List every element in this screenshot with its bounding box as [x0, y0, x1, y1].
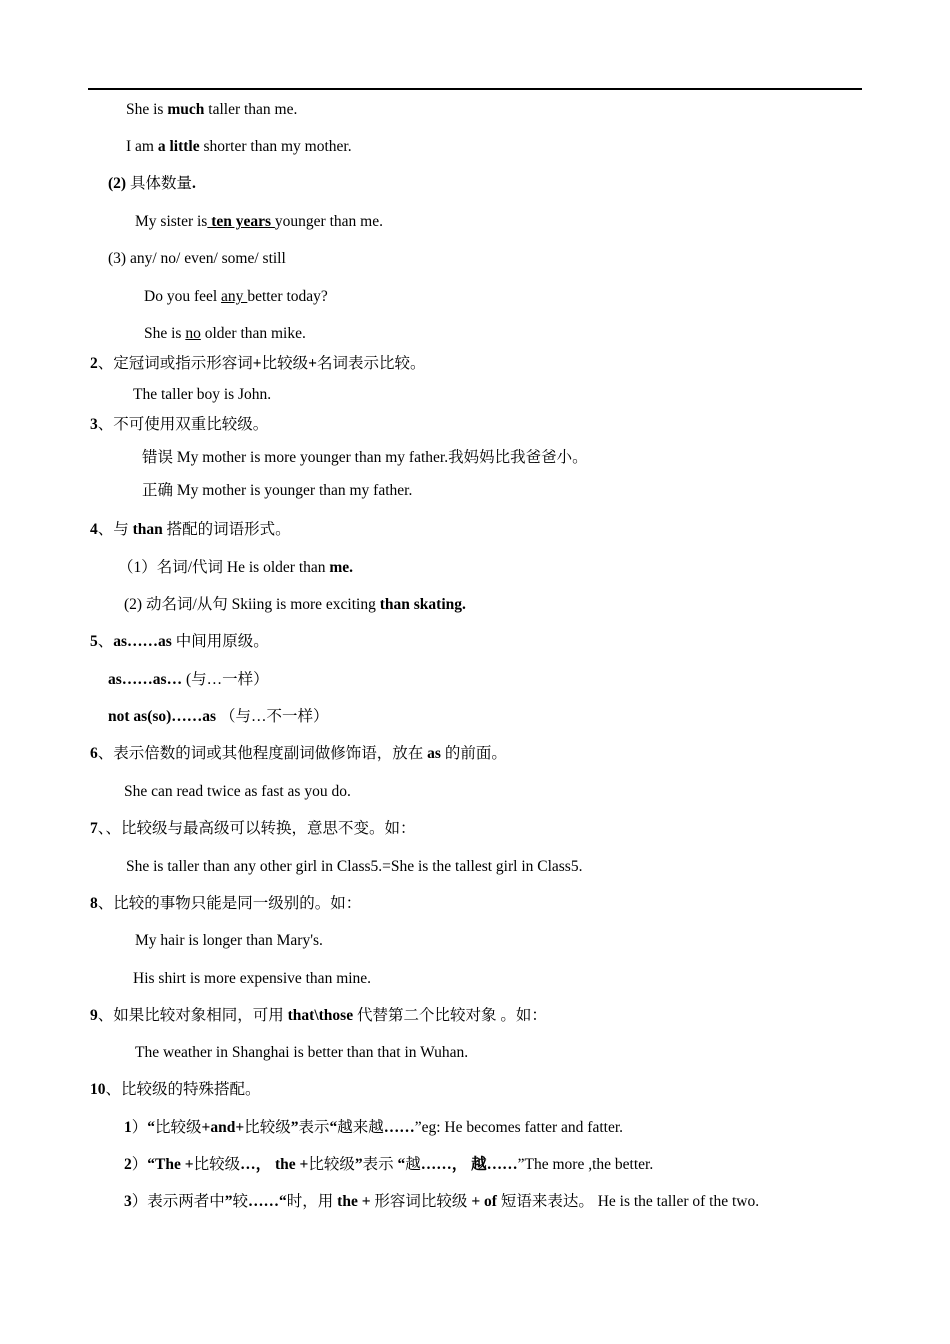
- rule-2-heading: [90, 354, 425, 374]
- text: 越: [405, 1156, 421, 1173]
- bold-text: that\those: [287, 1007, 354, 1024]
- bold-text: than: [132, 521, 163, 538]
- text: 形容词比较级: [370, 1193, 472, 1210]
- text: 、比较的事物只能是同一级别的。如：: [97, 895, 362, 912]
- text: My sister is: [135, 213, 208, 230]
- line-24: [135, 931, 323, 951]
- bold-text: as……as…: [108, 671, 183, 688]
- rule-number: 7: [90, 820, 98, 837]
- text: 比较级: [308, 1156, 355, 1173]
- bold-text: +and+: [201, 1119, 245, 1136]
- rule-number: 10: [90, 1081, 106, 1098]
- bold-text: ……“: [248, 1193, 287, 1210]
- text: 越来越: [337, 1119, 384, 1136]
- text: I am: [126, 138, 158, 155]
- text: (2) 动名词/从句 Skiing is more exciting: [124, 596, 380, 613]
- rule-3-heading: [90, 415, 268, 435]
- bold-text: “The +: [147, 1156, 194, 1173]
- line-18: [108, 707, 328, 727]
- text: 表示: [362, 1156, 398, 1173]
- text: 、、比较级与最高级可以转换，意思不变。如：: [97, 820, 416, 837]
- bold-text: + of: [471, 1193, 497, 1210]
- line-4: [135, 212, 383, 232]
- bold-text: 1: [124, 1119, 132, 1136]
- rule-number: 5: [90, 633, 98, 650]
- rule-number: 4: [90, 521, 98, 538]
- text: older than mike.: [200, 325, 306, 342]
- bold-text: ……， 越: [420, 1156, 487, 1173]
- line-27: [135, 1043, 468, 1063]
- line-11: [142, 448, 588, 468]
- line-25: [133, 969, 371, 989]
- text: 短语来表达。 He is the taller of the two.: [496, 1193, 760, 1210]
- text: (3) any/ no/ even/ some/ still: [108, 250, 286, 267]
- underlined-bold-text: ten years: [207, 213, 275, 230]
- bold-text: ”: [290, 1119, 299, 1136]
- bold-text: +: [252, 355, 262, 372]
- text: 比较级: [244, 1119, 291, 1136]
- text: 中间用原级。: [171, 633, 269, 650]
- text: (与…一样）: [182, 671, 269, 688]
- text: 、表示倍数的词或其他程度副词做修饰语，放在: [97, 745, 428, 762]
- rule-5-heading: [90, 632, 269, 652]
- text: shorter than my mother.: [199, 138, 352, 155]
- line-15: [124, 595, 466, 615]
- bold-text: ……: [383, 1119, 415, 1136]
- text: 正确 My mother is younger than my father.: [142, 482, 413, 499]
- text: 、如果比较对象相同，可用: [97, 1007, 288, 1024]
- subheading-3: [108, 249, 286, 269]
- line-30: [124, 1155, 653, 1175]
- bold-text: “: [147, 1119, 156, 1136]
- line-2: [126, 137, 352, 157]
- rule-number: 6: [90, 745, 98, 762]
- bold-text: ……: [486, 1156, 518, 1173]
- bold-text: +: [308, 355, 317, 372]
- rule-number: 9: [90, 1007, 98, 1024]
- bold-text: 3: [124, 1193, 132, 1210]
- text: 、定冠词或指示形容词: [97, 355, 253, 372]
- text: 较: [232, 1193, 249, 1210]
- bold-text: ”: [354, 1156, 363, 1173]
- text: 名词表示比较。: [316, 355, 426, 372]
- rule-6-heading: [90, 744, 507, 764]
- text: ”eg: He becomes fatter and fatter.: [414, 1119, 624, 1136]
- line-20: [124, 782, 351, 802]
- bold-text: as: [427, 745, 441, 762]
- bold-text: as……as: [113, 633, 172, 650]
- underlined-text: no: [185, 325, 201, 342]
- rule-number: 2: [90, 355, 98, 372]
- underlined-text: any: [221, 288, 248, 305]
- line-12: [142, 481, 412, 501]
- bold-text: …， the +: [240, 1156, 309, 1173]
- text: ）: [131, 1156, 148, 1173]
- text: younger than me.: [274, 213, 383, 230]
- line-9: [133, 385, 271, 405]
- text: 搭配的词语形式。: [162, 521, 291, 538]
- text: She is: [126, 101, 168, 118]
- text: （与…不一样）: [216, 708, 329, 725]
- text: 比较级: [193, 1156, 241, 1173]
- line-1: [126, 100, 297, 120]
- line-29: [124, 1118, 623, 1138]
- bold-text: ”: [224, 1193, 233, 1210]
- text: 比较级: [155, 1119, 202, 1136]
- rule-9-heading: [90, 1006, 547, 1026]
- bold-text: the +: [337, 1193, 371, 1210]
- bold-text: (2): [108, 175, 127, 192]
- subheading-2: [108, 174, 196, 194]
- text: 表示: [298, 1119, 330, 1136]
- text: Do you feel: [144, 288, 222, 305]
- text: better today?: [247, 288, 328, 305]
- line-14: [118, 558, 353, 578]
- text: 具体数量: [126, 175, 192, 192]
- text: My hair is longer than Mary's.: [135, 932, 323, 949]
- text: The weather in Shanghai is better than that in Wuhan.: [135, 1044, 469, 1061]
- bold-text: not as(so)……as: [108, 708, 217, 725]
- rule-number: 8: [90, 895, 98, 912]
- rule-number: 3: [90, 416, 98, 433]
- line-22: [126, 857, 582, 877]
- bold-text: 2: [124, 1156, 132, 1173]
- text: She is taller than any other girl in Class5.=She is the tallest girl in Class5.: [126, 858, 583, 875]
- line-17: [108, 670, 269, 690]
- bold-text: me.: [329, 559, 354, 576]
- bold-text: “: [397, 1156, 406, 1173]
- text: 代替第二个比较对象 。如：: [353, 1007, 547, 1024]
- text: taller than me.: [204, 101, 298, 118]
- text: 比较级: [261, 355, 309, 372]
- rule-4-heading: [90, 520, 291, 540]
- text: 错误 My mother is more younger than my father.我妈妈比我爸爸小。: [142, 449, 588, 466]
- line-7: [144, 324, 306, 344]
- bold-text: than skating.: [379, 596, 466, 613]
- bold-text: much: [167, 101, 205, 118]
- header-rule: [88, 88, 862, 90]
- text: （1）名词/代词 He is older than: [118, 559, 330, 576]
- text: ”The more ,the better.: [517, 1156, 654, 1173]
- text: 时，用: [286, 1193, 338, 1210]
- rule-7-heading: [90, 819, 416, 839]
- text: 、与: [97, 521, 133, 538]
- text: His shirt is more expensive than mine.: [133, 970, 372, 987]
- text: ）: [131, 1119, 148, 1136]
- bold-text: “: [329, 1119, 338, 1136]
- line-6: [144, 287, 328, 307]
- rule-10-heading: [90, 1080, 261, 1100]
- text: 、不可使用双重比较级。: [97, 416, 269, 433]
- text: 、: [97, 633, 114, 650]
- bold-text: a little: [157, 138, 200, 155]
- text: 的前面。: [440, 745, 507, 762]
- text: ）表示两者中: [131, 1193, 225, 1210]
- rule-8-heading: [90, 894, 361, 914]
- text: She can read twice as fast as you do.: [124, 783, 351, 800]
- text: She is: [144, 325, 186, 342]
- text: 、比较级的特殊搭配。: [105, 1081, 261, 1098]
- bold-text: .: [191, 175, 196, 192]
- text: The taller boy is John.: [133, 386, 272, 403]
- line-31: [124, 1192, 759, 1212]
